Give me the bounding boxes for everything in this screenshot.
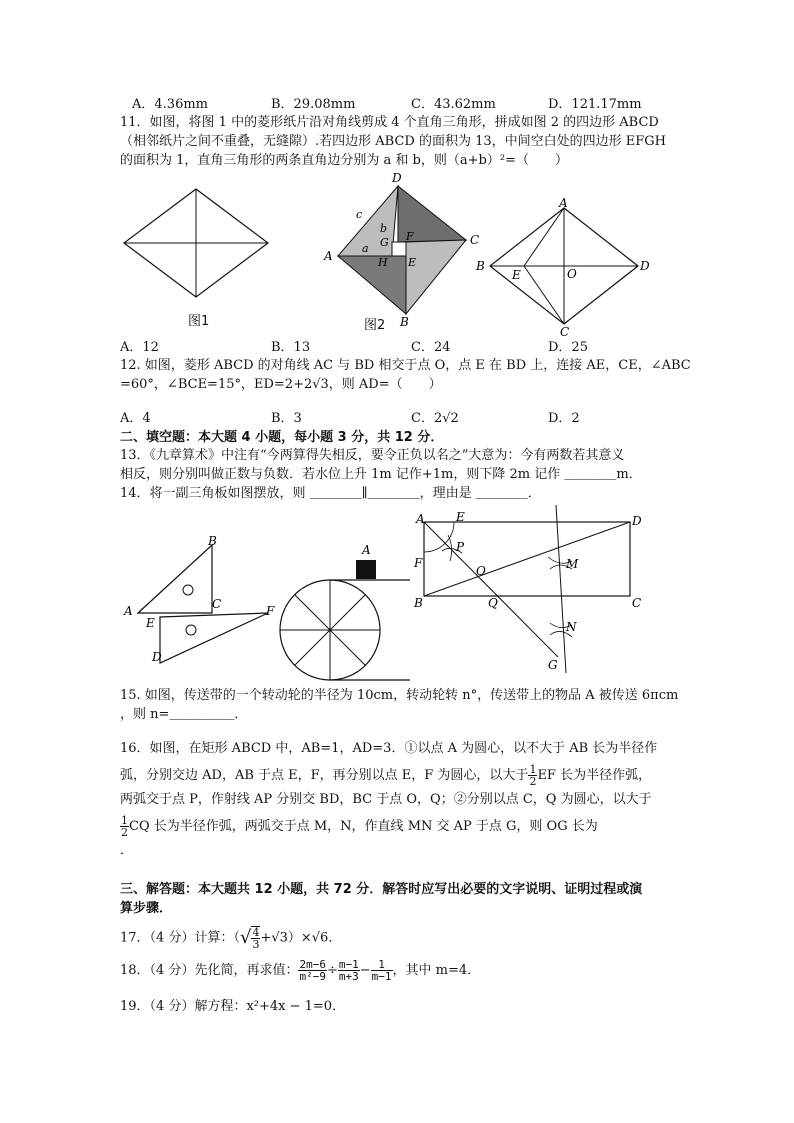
q12-figure bbox=[472, 196, 660, 338]
q11-option-b: B．13 bbox=[271, 340, 311, 355]
q10-option-d: D．121.17mm bbox=[548, 97, 642, 112]
q16-line3: 两弧交于点 P，作射线 AP 分别交 BD，BC 于点 O，Q；②分别以点 C，Q 为圆心，以大于 bbox=[120, 792, 652, 807]
q16-label-m: M bbox=[566, 557, 579, 571]
q16-frac2-num: 1 bbox=[121, 814, 128, 827]
q16-line4-text: CQ 长为半径作弧，两弧交于点 M，N，作直线 MN 交 AP 于点 G，则 OG 长为 bbox=[129, 819, 598, 834]
q11-option-d: D．25 bbox=[548, 340, 588, 355]
q15-line1: 15. 如图，传送带的一个转动轮的半径为 10cm，转动轮转 n°，传送带上的物品 A 被传送 6πcm bbox=[120, 688, 679, 703]
q16-label-g: G bbox=[548, 658, 558, 672]
q12-option-c: C．2√2 bbox=[411, 411, 459, 426]
q18-minus: − bbox=[359, 963, 371, 978]
q11-option-c: C．24 bbox=[411, 340, 451, 355]
q12-option-b: B．3 bbox=[271, 411, 302, 426]
q16-label-e: E bbox=[456, 510, 465, 524]
q15-figure bbox=[272, 540, 412, 685]
q11-figure-2 bbox=[318, 168, 478, 330]
q18-f2-den: m+3 bbox=[338, 970, 359, 983]
q17 bbox=[120, 925, 341, 952]
q10-option-b: B．29.08mm bbox=[271, 97, 356, 112]
q18-post: ，其中 m=4． bbox=[392, 963, 481, 978]
q16-line2-part2: EF 长为半径作弧， bbox=[537, 768, 652, 783]
q14-label-f: F bbox=[266, 604, 275, 618]
q17-sqrt-sign: √ bbox=[239, 927, 252, 948]
q16-label-f: F bbox=[414, 556, 423, 570]
q17-pre: 17．（4 分）计算：（ bbox=[120, 930, 240, 946]
fig2-label-d: D bbox=[392, 171, 402, 185]
q16-half-fraction-2 bbox=[120, 815, 129, 838]
q16-line1: 16．如图，在矩形 ABCD 中，AB=1，AD=3．①以点 A 为圆心，以不大于 AB 长为半径作 bbox=[120, 741, 658, 756]
section-3-heading-line1: 三、解答题：本大题共 12 小题，共 72 分．解答时应写出必要的文字说明、证明过程或演 bbox=[120, 882, 643, 897]
fig2-label-b: B bbox=[400, 315, 409, 329]
figure-1-caption: 图1 bbox=[188, 314, 210, 329]
fig2-label-g: G bbox=[380, 236, 389, 249]
q18-f1-num: 2m−6 bbox=[299, 958, 326, 971]
fig2-label-a-side: a bbox=[362, 242, 369, 255]
fig3-label-c: C bbox=[560, 325, 570, 339]
q17-den: 3 bbox=[252, 938, 260, 951]
fig3-label-e: E bbox=[512, 268, 521, 282]
fig3-label-a: A bbox=[559, 196, 568, 210]
q10-option-a: A．4.36mm bbox=[132, 97, 208, 112]
q15-line2: ，则 n=＿＿＿＿＿． bbox=[120, 707, 248, 722]
q16-frac2-den: 2 bbox=[121, 826, 128, 839]
q14-label-e: E bbox=[146, 616, 155, 630]
q16-label-n: N bbox=[566, 620, 577, 634]
fig2-label-c: C bbox=[470, 233, 480, 247]
section-3-heading-line2: 算步骤． bbox=[120, 901, 173, 916]
q18-fraction-3 bbox=[371, 959, 393, 982]
q16-label-o: O bbox=[476, 564, 486, 578]
q18 bbox=[120, 958, 480, 984]
q17-num: 4 bbox=[252, 926, 260, 939]
fig2-label-f: F bbox=[406, 230, 414, 243]
fig2-label-b-side: b bbox=[380, 222, 388, 235]
q14-figure bbox=[120, 535, 280, 665]
q14-label-b: B bbox=[208, 534, 217, 548]
q18-divide: ÷ bbox=[326, 963, 338, 978]
q18-f3-den: m−1 bbox=[371, 970, 392, 983]
q18-fraction-2 bbox=[338, 959, 360, 982]
q16-frac1-den: 2 bbox=[529, 775, 537, 788]
fig2-label-h: H bbox=[378, 256, 388, 269]
q18-f2-num: m−1 bbox=[338, 958, 359, 971]
fig2-label-a: A bbox=[324, 249, 333, 263]
q16-label-d: D bbox=[632, 514, 642, 528]
q16-frac1-num: 1 bbox=[529, 763, 537, 776]
q12-line2: =60°，∠BCE=15°，ED=2+2√3，则 AD=（ ） bbox=[120, 377, 442, 392]
q18-pre: 18．（4 分）先化简，再求值： bbox=[120, 963, 299, 978]
q11-line1: 11．如图，将图 1 中的菱形纸片沿对角线剪成 4 个直角三角形，拼成如图 2 的四边形 ABCD bbox=[120, 115, 659, 130]
q17-post: +√3）×√6． bbox=[260, 930, 342, 946]
q13-line1: 13．《九章算术》中注有“今两算得失相反，要令正负以名之”大意为：今有两数若其意义 bbox=[120, 448, 625, 463]
fig3-label-d: D bbox=[640, 259, 650, 273]
q16-line4 bbox=[120, 815, 598, 838]
q10-option-c: C．43.62mm bbox=[411, 97, 496, 112]
q14-label-d: D bbox=[152, 650, 162, 664]
q18-f1-den: m²−9 bbox=[299, 970, 326, 983]
section-2-heading: 二、填空题：本大题 4 小题，每小题 3 分，共 12 分． bbox=[120, 430, 444, 445]
q16-label-q: Q bbox=[488, 596, 498, 610]
q12-option-a: A．4 bbox=[120, 411, 151, 426]
q18-f3-num: 1 bbox=[371, 959, 393, 971]
belt-item-label: A bbox=[362, 543, 371, 557]
q14-label-c: C bbox=[212, 597, 222, 611]
q16-label-c: C bbox=[632, 596, 642, 610]
q16-label-p: P bbox=[456, 540, 465, 554]
q11-option-a: A．12 bbox=[120, 340, 159, 355]
q16-line5: ． bbox=[120, 843, 134, 858]
q11-line2: （相邻纸片之间不重叠，无缝隙）.若四边形 ABCD 的面积为 13，中间空白处的四边形 EFGH bbox=[120, 134, 666, 149]
q16-line2 bbox=[120, 764, 651, 787]
figure-2-caption: 图2 bbox=[364, 318, 386, 333]
fig3-label-o: O bbox=[567, 267, 577, 281]
q18-fraction-1 bbox=[298, 959, 327, 982]
q11-figure-1 bbox=[120, 185, 275, 310]
q12-option-d: D．2 bbox=[548, 411, 580, 426]
fig2-label-e: E bbox=[408, 256, 417, 269]
q16-figure bbox=[408, 505, 652, 675]
q11-line3: 的面积为 1，直角三角形的两条直角边分别为 a 和 b，则（a+b）²=（ ） bbox=[120, 153, 568, 168]
q16-label-b: B bbox=[414, 596, 423, 610]
q13-line2: 相反，则分别叫做正数与负数．若水位上升 1m 记作+1m，则下降 2m 记作 ＿＿＿＿m． bbox=[120, 467, 642, 482]
q14-label-a: A bbox=[124, 604, 133, 618]
q19: 19．（4 分）解方程：x²+4x − 1=0． bbox=[120, 999, 346, 1014]
q16-line2-part1: 弧，分别交边 AD，AB 于点 E，F，再分别以点 E，F 为圆心，以大于 bbox=[120, 768, 529, 783]
q14-text: 14．将一副三角板如图摆放，则 ＿＿＿＿∥＿＿＿＿，理由是 ＿＿＿＿． bbox=[120, 486, 541, 501]
q12-line1: 12. 如图，菱形 ABCD 的对角线 AC 与 BD 相交于点 O，点 E 在 BD 上，连接 AE，CE，∠ABC bbox=[120, 358, 691, 373]
q16-label-a: A bbox=[416, 512, 425, 526]
fig2-label-c-side: c bbox=[356, 208, 363, 221]
fig3-label-b: B bbox=[476, 259, 485, 273]
